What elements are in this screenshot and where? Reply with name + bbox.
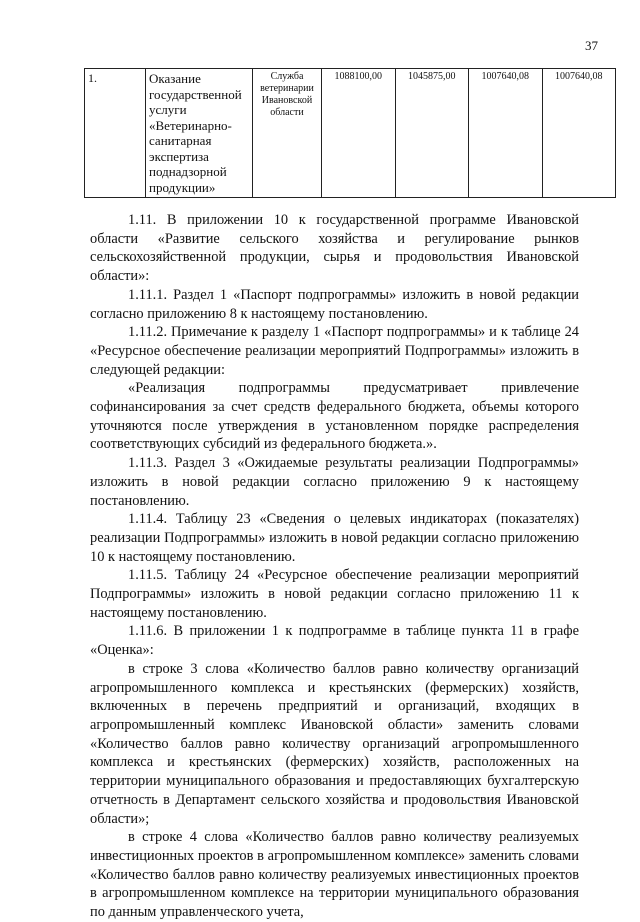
paragraph-1-11-5: 1.11.5. Таблицу 24 «Ресурсное обеспечение реализации мероприятий Подпрограммы» изложить в новой редакции согласно приложению 11 к настоящему постановлению. <box>90 567 579 621</box>
table-cell-value: 1045875,00 <box>395 69 469 198</box>
table-cell-value: 1088100,00 <box>322 69 396 198</box>
paragraph-1-11: 1.11. В приложении 10 к государственной программе Ивановской области «Развитие сельского хозяйства и регулирование рынков сельскохозяйственной продукции, сырья и продовольствия Ивановской области»: <box>90 212 579 285</box>
table-cell-value: 1007640,08 <box>542 69 616 198</box>
row-3-amendment: в строке 3 слова «Количество баллов равно количеству организаций агропромышленного комплекса и крестьянских (фермерских) хозяйств, включенных в перечень предприятий и организаций, входящих в агропромышленный комплекс Ивановской области» заменить словами «Количество баллов равно количеству организаций агропромышленного комплекса и крестьянских (фермерских) хозяйств, расположенных на территории муниципального образования и предоставляющих бухгалтерскую отчетность в Департамент сельского хозяйства и продовольствия Ивановской области»; <box>90 660 579 827</box>
document-body <box>90 211 579 922</box>
budget-table <box>84 68 616 198</box>
table-row <box>85 69 616 198</box>
paragraph-1-11-3: 1.11.3. Раздел 3 «Ожидаемые результаты реализации Подпрограммы» изложить в новой редакции согласно приложению 9 к настоящему постановлению. <box>90 455 579 509</box>
table-cell-value: 1007640,08 <box>469 69 543 198</box>
row-4-amendment: в строке 4 слова «Количество баллов равно количеству реализуемых инвестиционных проектов в агропромышленном комплексе» заменить словами «Количество баллов равно количеству реализуемых инвестиционных проектов в агропромышленном комплексе на территории муниципального образования по данным управленческого учета, <box>90 829 579 921</box>
table-cell-service-name: Оказание государственной услуги «Ветеринарно-санитарная экспертиза поднадзорной продукции» <box>146 69 253 198</box>
paragraph-1-11-4: 1.11.4. Таблицу 23 «Сведения о целевых индикаторах (показателях) реализации Подпрограммы» изложить в новой редакции согласно приложению 10 к настоящему постановлению. <box>90 511 579 565</box>
table-cell-organization: Служба ветеринарии Ивановской области <box>253 69 322 198</box>
table-cell-number: 1. <box>85 69 146 198</box>
quoted-note-paragraph: «Реализация подпрограммы предусматривает привлечение софинансирования за счет средств федерального бюджета, объемы которого уточняются после утверждения в установленном порядке распределения соответствующих субсидий из федерального бюджета.». <box>90 380 579 453</box>
paragraph-1-11-1: 1.11.1. Раздел 1 «Паспорт подпрограммы» изложить в новой редакции согласно приложению 8 к настоящему постановлению. <box>90 286 579 322</box>
paragraph-1-11-6: 1.11.6. В приложении 1 к подпрограмме в таблице пункта 11 в графе «Оценка»: <box>90 623 579 659</box>
paragraph-1-11-2: 1.11.2. Примечание к разделу 1 «Паспорт подпрограммы» и к таблице 24 «Ресурсное обеспечение реализации мероприятий Подпрограммы» изложить в следующей редакции: <box>90 324 579 378</box>
page-number: 37 <box>585 38 598 53</box>
